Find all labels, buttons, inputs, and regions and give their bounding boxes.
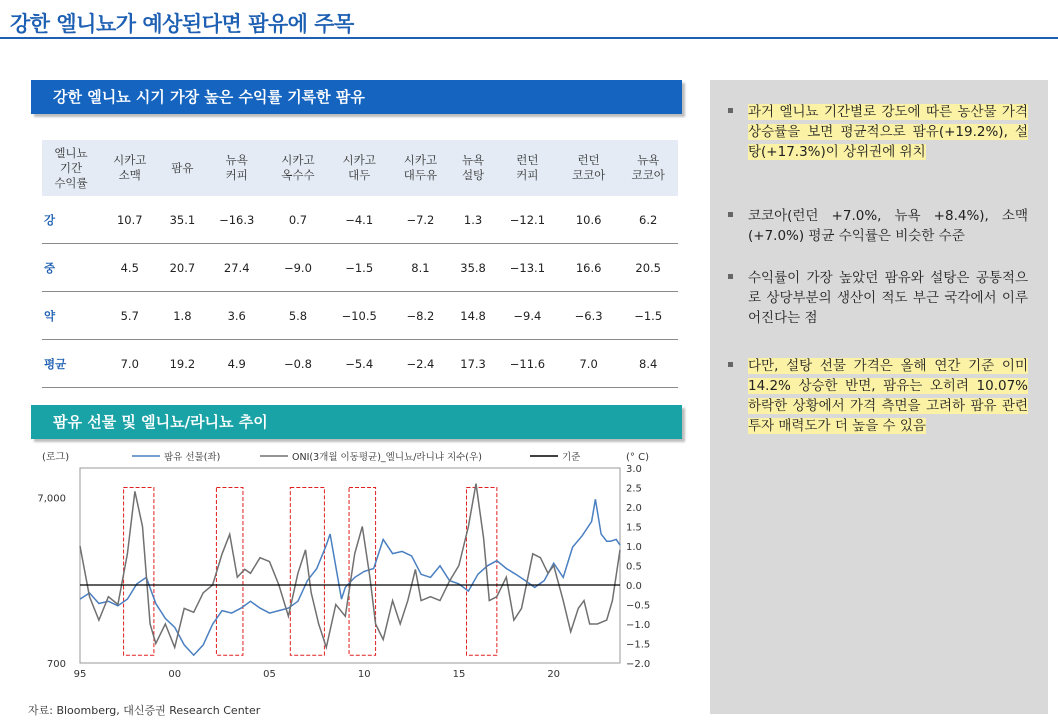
right-tick-label: 2.0 (626, 503, 642, 514)
table-section-header: 강한 엘니뇨 시기 가장 높은 수익률 기록한 팜유 (31, 80, 682, 114)
right-tick-label: 1.5 (626, 522, 642, 534)
source-note: 자료: Bloomberg, 대신증권 Research Center (28, 704, 261, 717)
x-tick-label: 95 (73, 669, 87, 680)
table-cell: −9.4 (496, 292, 559, 340)
table-cell: −1.5 (618, 292, 678, 340)
legend-label: 기준 (562, 452, 581, 463)
right-tick-label: 0.0 (626, 581, 642, 592)
bullet-item (728, 268, 1028, 328)
table-cell: 35.8 (450, 244, 496, 292)
table-cell: −8.2 (391, 292, 451, 340)
table-cell: −10.5 (328, 292, 391, 340)
bullet-text: 수익률이 가장 높았던 팜유와 설탕은 공통적으로 상당부분의 생산이 적도 부근 국각에서 이루어진다는 점 (748, 270, 1028, 326)
left-tick-label: 7,000 (37, 493, 66, 505)
table-header-row (42, 140, 678, 196)
table-cell: −7.2 (391, 196, 451, 244)
table-cell: 5.8 (268, 292, 328, 340)
table-cell: 0.7 (268, 196, 328, 244)
table-header-cell: 시카고 소맥 (100, 140, 160, 196)
table-cell: −1.5 (328, 244, 391, 292)
table-row (42, 292, 678, 340)
table-header-cell: 시카고 대두유 (391, 140, 451, 196)
row-label: 평균 (42, 340, 100, 388)
table-cell: 4.5 (100, 244, 160, 292)
right-tick-label: −0.5 (626, 600, 651, 612)
table-cell: 6.2 (618, 196, 678, 244)
bullet-marker-icon (728, 274, 733, 279)
bullet-text: 코코아(런던 +7.0%, 뉴욕 +8.4%), 소맥(+7.0%) 평균 수익률은 비슷한 수준 (748, 208, 1028, 244)
table-cell: −12.1 (496, 196, 559, 244)
table-row (42, 340, 678, 388)
table-cell: 5.7 (100, 292, 160, 340)
table-cell: −11.6 (496, 340, 559, 388)
table-cell: 8.4 (618, 340, 678, 388)
table-cell: −13.1 (496, 244, 559, 292)
table-header-cell: 시카고 옥수수 (268, 140, 328, 196)
right-tick-label: −2.0 (626, 659, 651, 670)
x-tick-label: 15 (452, 669, 466, 680)
table-row (42, 196, 678, 244)
x-tick-label: 00 (168, 669, 182, 680)
bullet-marker-icon (728, 108, 733, 113)
table-cell: 35.1 (160, 196, 206, 244)
table-cell: 10.7 (100, 196, 160, 244)
table-cell: 7.0 (559, 340, 619, 388)
table-header-cell: 런던 코코아 (559, 140, 619, 196)
elnino-highlight-box (290, 488, 324, 656)
table-cell: −16.3 (205, 196, 268, 244)
table-cell: 19.2 (160, 340, 206, 388)
bullet-item (728, 102, 1028, 162)
x-tick-label: 05 (263, 669, 276, 680)
table-cell: 14.8 (450, 292, 496, 340)
table-cell: 1.8 (160, 292, 206, 340)
table-header-cell: 팜유 (160, 140, 206, 196)
table-cell: −5.4 (328, 340, 391, 388)
table-body (42, 196, 678, 388)
right-tick-label: 2.5 (626, 483, 642, 495)
right-tick-label: 0.5 (626, 561, 642, 573)
table-cell: 20.5 (618, 244, 678, 292)
table-cell: 1.3 (450, 196, 496, 244)
bullet-text: 과거 엘니뇨 기간별로 강도에 따른 농산물 가격 상승률을 보면 평균적으로 팜유(+19.2%), 설탕(+17.3%)이 상위권에 위치 (748, 104, 1028, 160)
series-line (80, 484, 620, 648)
table-cell: −6.3 (559, 292, 619, 340)
table-cell: 17.3 (450, 340, 496, 388)
table-cell: 20.7 (160, 244, 206, 292)
x-tick-label: 20 (547, 669, 561, 680)
left-axis-label: (로그) (42, 452, 70, 463)
table-header-cell: 뉴욕 코코아 (618, 140, 678, 196)
returns-table (42, 140, 678, 388)
table-cell: 16.6 (559, 244, 619, 292)
bullet-marker-icon (728, 212, 733, 217)
right-tick-label: −1.0 (626, 620, 651, 631)
table-cell: −2.4 (391, 340, 451, 388)
table-cell: 4.9 (205, 340, 268, 388)
table-header-cell: 런던 커피 (496, 140, 559, 196)
table-cell: −4.1 (328, 196, 391, 244)
legend-label: 팜유 선물(좌) (164, 452, 221, 463)
table-cell: 7.0 (100, 340, 160, 388)
page-title: 강한 엘니뇨가 예상된다면 팜유에 주목 (10, 12, 354, 36)
right-axis-label: (° C) (626, 452, 649, 463)
table-header-cell: 엘니뇨 기간 수익률 (42, 140, 100, 196)
table-header-cell: 시카고 대두 (328, 140, 391, 196)
table-cell: −0.8 (268, 340, 328, 388)
table-cell: −9.0 (268, 244, 328, 292)
bullet-marker-icon (728, 362, 733, 367)
palm-oil-oni-chart (20, 448, 688, 708)
left-tick-label: 700 (46, 659, 66, 670)
table-cell: 27.4 (205, 244, 268, 292)
chart-section-header: 팜유 선물 및 엘니뇨/라니뇨 추이 (31, 405, 682, 439)
table-header-cell: 뉴욕 커피 (205, 140, 268, 196)
bullet-item (728, 206, 1028, 246)
legend-label: ONI(3개월 이동평균)_엘니뇨/라니냐 지수(우) (292, 452, 482, 463)
table-cell: 10.6 (559, 196, 619, 244)
row-label: 강 (42, 196, 100, 244)
right-tick-label: −1.5 (626, 639, 651, 651)
bullet-item (728, 356, 1028, 436)
table-row (42, 244, 678, 292)
bullet-text: 다만, 설탕 선물 가격은 올해 연간 기준 이미 14.2% 상승한 반면, 팜유는 오히려 10.07% 하락한 상황에서 가격 측면을 고려하 팜유 관련 투자 매력도가 더 높을 수 있음 (748, 358, 1028, 434)
row-label: 중 (42, 244, 100, 292)
title-rule (0, 37, 1058, 39)
table-header-cell: 뉴욕 설탕 (450, 140, 496, 196)
table-cell: 3.6 (205, 292, 268, 340)
right-tick-label: 1.0 (626, 542, 642, 553)
row-label: 약 (42, 292, 100, 340)
elnino-highlight-box (349, 488, 376, 656)
elnino-highlight-box (216, 488, 243, 656)
x-tick-label: 10 (357, 669, 371, 680)
right-tick-label: 3.0 (626, 464, 642, 475)
table-cell: 8.1 (391, 244, 451, 292)
summary-panel (710, 80, 1048, 714)
